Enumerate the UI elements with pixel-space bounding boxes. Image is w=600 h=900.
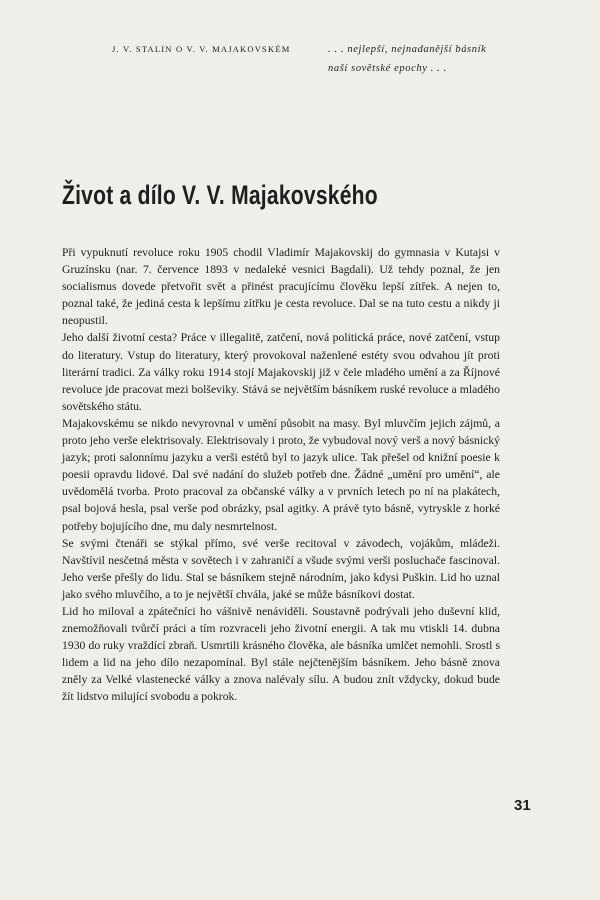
paragraph-4: Se svými čtenáři se stýkal přímo, své verše recitoval v závodech, vojákům, mládeži. Navštívil nesčetná města v sovětech i v zahraničí a všude svými verši posluchače fascinoval. Jeho verše přešly do lidu. Stal se básníkem stejně národním, jako kdysi Puškin. Lid ho uznal jako svého mluvčího, a to je největší chvála, jaké se může básníkovi dostat.: [62, 536, 500, 601]
running-head: J. V. STALIN O V. V. MAJAKOVSKÉM: [112, 44, 291, 54]
page-title: Život a dílo V. V. Majakovského: [62, 180, 378, 210]
page-number: 31: [514, 797, 531, 814]
epigraph-quote: [328, 40, 538, 78]
paragraph-3: Majakovskému se nikdo nevyrovnal v umění působit na masy. Byl mluvčím jejich zájmů, a proto jeho verše elektrisovaly. Elektrisovaly i proto, že vybudoval nový verš a nový básnický jazyk; proti salonnímu jazyku a verši estétů byl to jazyk ulice. Tak přešel od knižní poesie k poesii opravdu lidové. Dal své nadání do služeb potřeb dne. Žádné „umění pro umění“, ale uvědomělá tvorba. Proto pracoval za občanské války a v prvních letech po ní na plakátech, psal bojová hesla, psal verše pod obrázky, psal agitky. A právě tyto básně, vytryskle z horké potřeby bojujícího dne, mu daly nesmrtelnost.: [62, 416, 500, 533]
paragraph-1: Při vypuknutí revoluce roku 1905 chodil Vladimír Majakovskij do gymnasia v Kutajsi v Gruzínsku (nar. 7. července 1893 v nedaleké vesnici Bagdali). Už tehdy poznal, že jen socialismus dovede přetvořit svět a přinést pracujícímu člověku lepší zítřek. A nejen to, poznal také, že jediná cesta k lepšímu zítřku je cesta revoluce. Dal se na tuto cestu a nikdy ji neopustil.: [62, 246, 500, 328]
epigraph-line-2: naší sovětské epochy . . .: [328, 63, 447, 74]
paragraph-2: Jeho další životní cesta? Práce v illegalitě, zatčení, nová politická práce, nové zatčení, vstup do literatury. Vstup do literatury, který provokoval naženlené estéty svou odvahou jít proti literární tradici. Za války roku 1914 stojí Majakovskij již v čele mladého umění a za Říjnové revoluce jde pracovat mezi bolševiky. Stává se největším básníkem ruské revoluce a mladého sovětského státu.: [62, 331, 500, 413]
article-body: [62, 244, 500, 706]
paragraph-5: Lid ho miloval a zpátečníci ho vášnivě nenáviděli. Soustavně podrývali jeho duševní klid, znemožňovali tvůrčí práci a tím rozvraceli jeho životní energii. A tak mu vtiskli 14. dubna 1930 do ruky vraždící zbraň. Usmrtili krásného člověka, ale básníka umlčet nemohli. Srostl s lidem a lid na jeho dílo nezapomínal. Byl stále nejčtenějším básníkem. Jeho básně znova zněly za Velké vlastenecké války a znova nalévaly sílu. A budou znít vždycky, dokud bude žít lidstvo milující svobodu a pokrok.: [62, 604, 500, 704]
epigraph-line-1: . . . nejlepší, nejnadanější básník: [328, 44, 487, 55]
